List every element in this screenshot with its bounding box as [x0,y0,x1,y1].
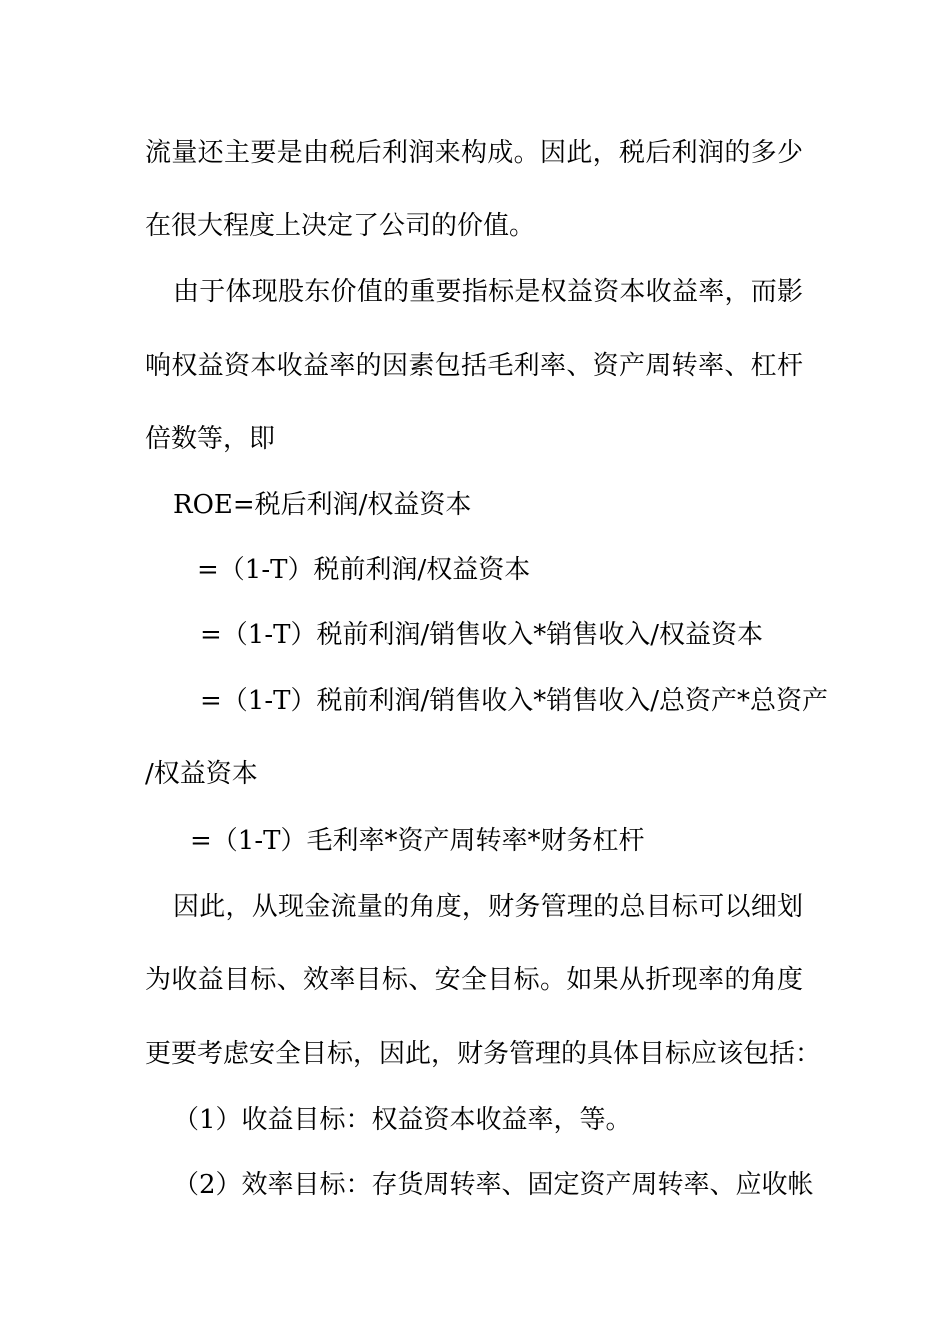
text-line-12: 因此，从现金流量的角度，财务管理的总目标可以细划 [173,892,803,922]
formula-roe: ROE=税后利润/权益资本 [173,490,472,520]
formula-step-1: =（1-T）税前利润/权益资本 [197,555,531,585]
list-item-1: （1）收益目标：权益资本收益率，等。 [173,1105,632,1135]
text-line-1: 流量还主要是由税后利润来构成。因此，税后利润的多少 [145,138,803,168]
text-line-14: 更要考虑安全目标，因此，财务管理的具体目标应该包括： [145,1039,822,1069]
list-item-2: （2）效率目标：存货周转率、固定资产周转率、应收帐 [173,1170,814,1200]
formula-step-3-cont: /权益资本 [145,759,258,789]
text-line-2: 在很大程度上决定了公司的价值。 [145,211,536,241]
text-line-13: 为收益目标、效率目标、安全目标。如果从折现率的角度 [145,965,803,995]
text-line-4: 响权益资本收益率的因素包括毛利率、资产周转率、杠杆 [145,351,803,381]
formula-step-2: =（1-T）税前利润/销售收入*销售收入/权益资本 [200,620,763,650]
formula-step-4: =（1-T）毛利率*资产周转率*财务杠杆 [190,826,645,856]
text-line-5: 倍数等，即 [145,424,276,454]
text-line-3: 由于体现股东价值的重要指标是权益资本收益率，而影 [173,277,803,307]
formula-step-3: =（1-T）税前利润/销售收入*销售收入/总资产*总资产 [200,686,828,716]
